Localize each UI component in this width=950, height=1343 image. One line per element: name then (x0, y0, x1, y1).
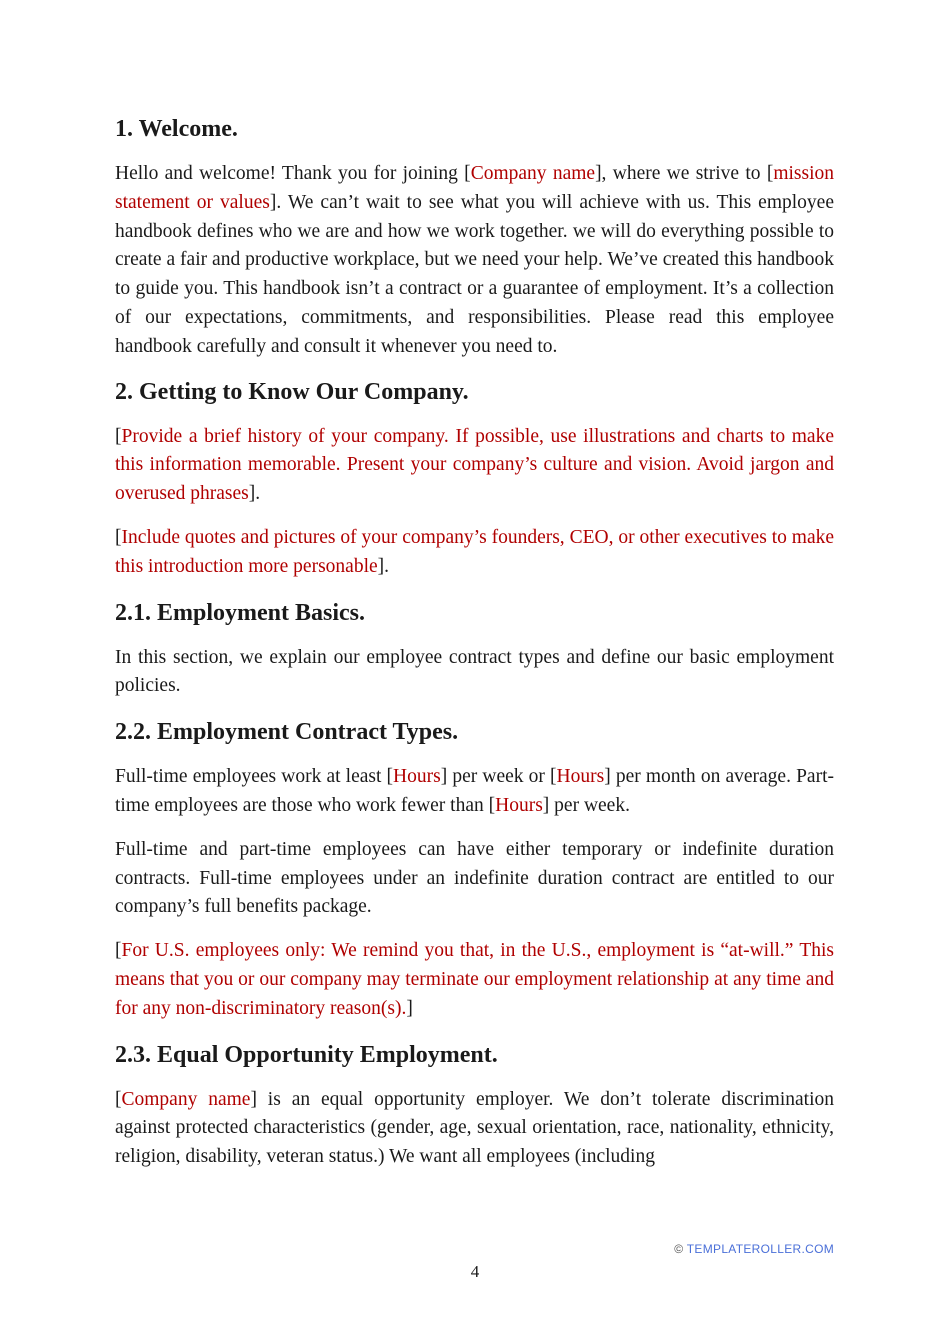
paragraph-contract-duration: Full-time and part-time employees can have either temporary or indefinite duration contracts. Full-time employees under an indefinite duration contract are entitled to our company’s full benefits package. (115, 838, 834, 918)
heading-equal-opportunity: 2.3. Equal Opportunity Employment. (115, 1041, 498, 1068)
placeholder-hours: Hours (556, 766, 605, 788)
text: Hello and welcome! Thank you for joining [ (115, 163, 471, 184)
heading-contract-types: 2.2. Employment Contract Types. (115, 719, 459, 746)
placeholder-at-will: For U.S. employees only: We remind you that, in the U.S., employment is “at-will.” This means that you or our company may terminate our employment relationship at any time and for any non-discriminatory reason(s). (115, 940, 834, 1019)
brand-link[interactable]: TEMPLATEROLLER.COM (686, 1242, 834, 1256)
heading-know-company: 2. Getting to Know Our Company. (115, 378, 469, 405)
footer-brand (674, 1242, 834, 1256)
paragraph-equal-opportunity (115, 1086, 834, 1172)
placeholder-hours: Hours (495, 794, 543, 816)
placeholder-company-name: Company name (470, 163, 596, 184)
text: [ (115, 425, 122, 447)
text: ] per week or [ (440, 766, 557, 788)
text: ] is an equal opportunity employer. We don’t tolerate discrimination against protected characteristics (gender, age, sexual orientation, race, nationality, ethnicity, religion, disability, veteran status.) We want all employees (including (115, 1088, 834, 1168)
placeholder-company-history: Provide a brief history of your company. If possible, use illustrations and charts to make this information memorable. Present your company’s culture and vision. Avoid jargon and overused phrases (115, 425, 834, 505)
text: ]. We can’t wait to see what you will achieve with us. This employee handbook defines who we are and how we work together. we will do everything possible to create a fair and productive workplace, but we need your help. We’ve created this handbook to guide you. This handbook isn’t a contract or a guarantee of employment. It’s a collection of our expectations, commitments, and responsibilities. Please read this employee handbook carefully and consult it whenever you need to. (115, 191, 834, 357)
text: Full-time employees work at least [ (115, 766, 394, 788)
text: ], where we strive to [ (595, 163, 774, 184)
heading-employment-basics: 2.1. Employment Basics. (115, 599, 366, 626)
paragraph-employment-basics: In this section, we explain our employee contract types and define our basic employment policies. (115, 646, 834, 697)
paragraph-at-will (115, 937, 834, 1023)
text: [ (115, 940, 122, 962)
page-number: 4 (470, 1262, 480, 1281)
page-content (115, 113, 834, 1172)
placeholder-mission: mission statement or values (115, 163, 834, 213)
text: ]. (377, 555, 390, 577)
text: [ (115, 526, 122, 548)
paragraph-company-history (115, 423, 834, 509)
placeholder-company-name: Company name (121, 1088, 251, 1110)
text: ]. (248, 483, 261, 505)
placeholder-hours: Hours (393, 766, 441, 788)
text: [ (115, 1088, 122, 1110)
paragraph-company-quotes (115, 524, 834, 582)
paragraph-welcome (115, 160, 834, 362)
placeholder-company-quotes: Include quotes and pictures of your company’s founders, CEO, or other executives to make this introduction more personable (115, 526, 834, 577)
copyright-symbol: © (674, 1242, 684, 1256)
paragraph-hours (115, 763, 834, 821)
heading-welcome: 1. Welcome. (115, 116, 238, 142)
text: ] per week. (542, 794, 630, 816)
text: ] (406, 997, 413, 1019)
text: ] per month on average. Part-time employees are those who work fewer than [ (115, 766, 834, 816)
